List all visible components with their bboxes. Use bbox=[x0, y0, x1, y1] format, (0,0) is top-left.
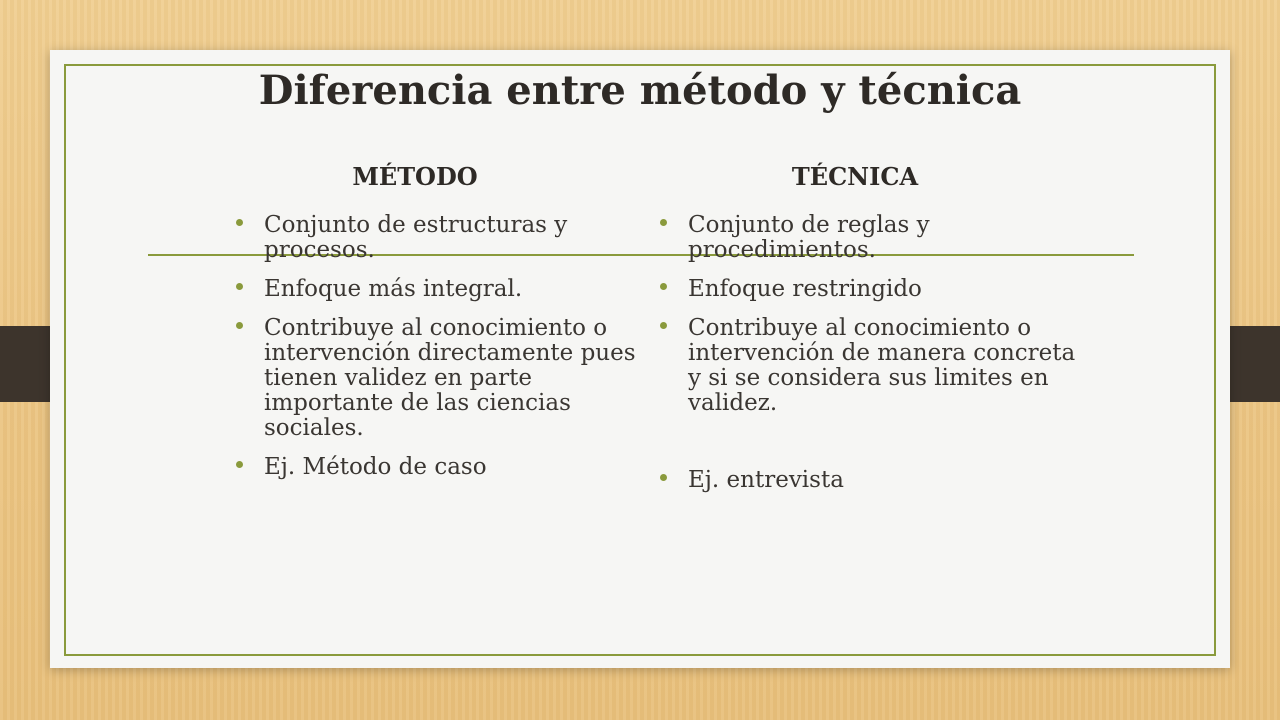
column-heading-tecnica: TÉCNICA bbox=[791, 162, 919, 191]
list-item: Conjunto de reglas y procedimientos. bbox=[660, 213, 1080, 263]
bullet-icon bbox=[660, 219, 667, 226]
list-item: Ej. entrevista bbox=[660, 468, 1080, 493]
bullet-icon bbox=[660, 283, 667, 290]
list-item: Enfoque más integral. bbox=[236, 277, 646, 302]
slide-title: Diferencia entre método y técnica bbox=[258, 67, 1022, 114]
column-heading-metodo: MÉTODO bbox=[352, 162, 478, 191]
bullet-icon bbox=[236, 283, 243, 290]
bullet-icon bbox=[236, 322, 243, 329]
bullet-icon bbox=[660, 322, 667, 329]
slide-card bbox=[50, 50, 1230, 668]
list-item: Ej. Método de caso bbox=[236, 455, 646, 480]
bullet-icon bbox=[236, 219, 243, 226]
metodo-list bbox=[236, 213, 646, 494]
list-item: Contribuye al conocimiento o intervención de manera concreta y si se considera sus limites en validez. bbox=[660, 316, 1080, 416]
list-item: Contribuye al conocimiento o intervención directamente pues tienen validez en parte importante de las ciencias sociales. bbox=[236, 316, 646, 441]
bullet-icon bbox=[660, 474, 667, 481]
bullet-icon bbox=[236, 461, 243, 468]
tecnica-list bbox=[660, 213, 1080, 507]
list-item: Conjunto de estructuras y procesos. bbox=[236, 213, 646, 263]
list-item: Enfoque restringido bbox=[660, 277, 1080, 302]
